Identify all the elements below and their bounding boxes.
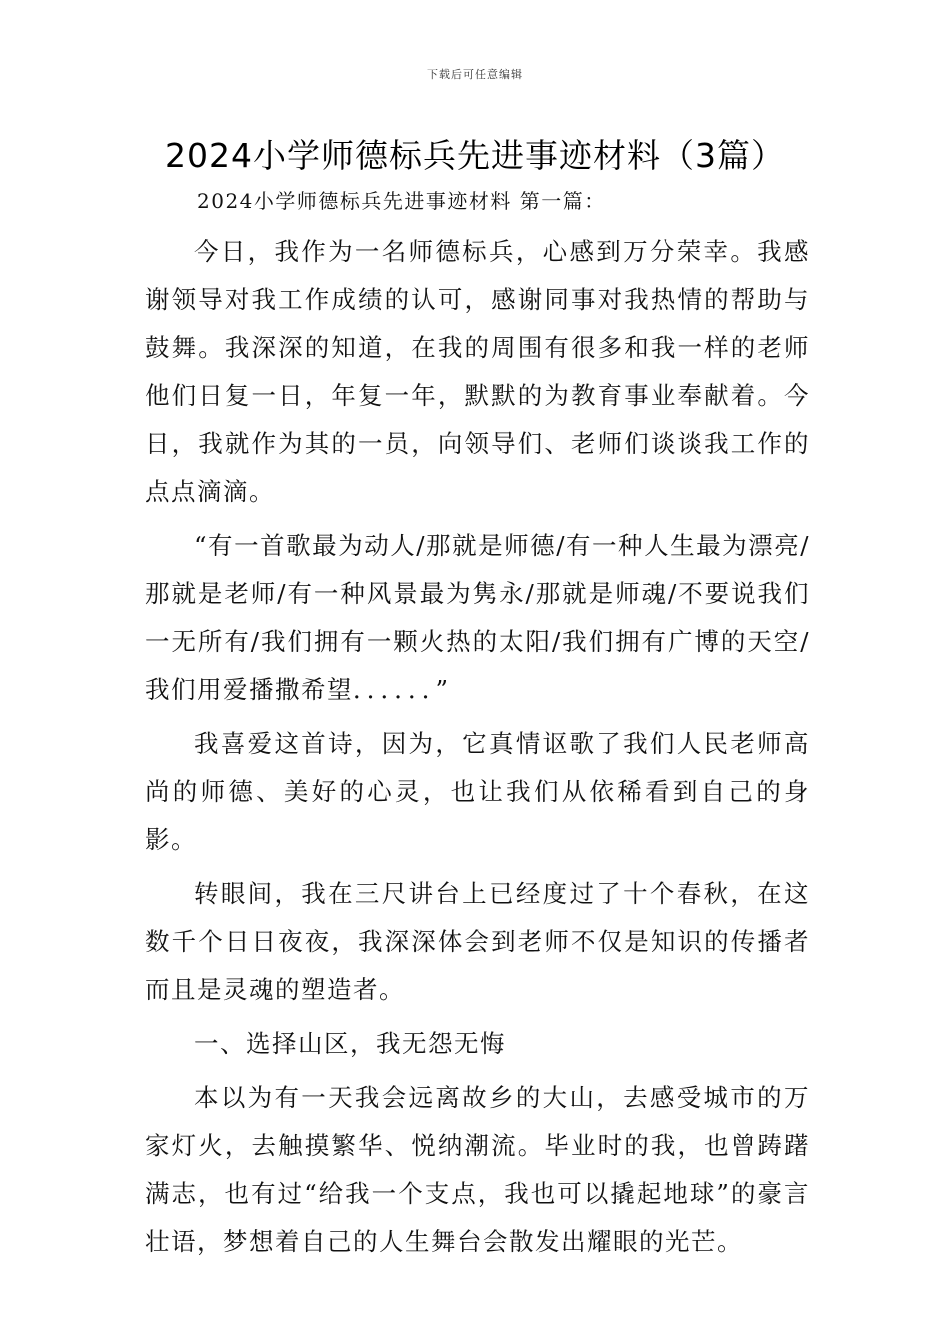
header-note: 下载后可任意编辑 — [427, 68, 523, 81]
section-heading: 一、选择山区，我无怨无悔 — [194, 1029, 506, 1058]
paragraph: “有一首歌最为动人/那就是师德/有一种人生最为漂亮/那就是老师/有一种风景最为隽永/那就是师魂/不要说我们一无所有/我们拥有一颗火热的太阳/我们拥有广博的天空/我们用爱播撒希望．．．．．．” — [145, 531, 810, 704]
paragraph: 我喜爱这首诗，因为，它真情讴歌了我们人民老师高尚的师德、美好的心灵，也让我们从依稀看到自己的身影。 — [145, 729, 810, 854]
section-subtitle: 2024小学师德标兵先进事迹材料 第一篇： — [197, 189, 606, 213]
paragraph: 转眼间，我在三尺讲台上已经度过了十个春秋，在这数千个日日夜夜，我深深体会到老师不仅是知识的传播者而且是灵魂的塑造者。 — [145, 879, 810, 1004]
paragraph: 今日，我作为一名师德标兵，心感到万分荣幸。我感谢领导对我工作成绩的认可，感谢同事对我热情的帮助与鼓舞。我深深的知道，在我的周围有很多和我一样的老师他们日复一日，年复一年，默默的为教育事业奉献着。今日，我就作为其的一员，向领导们、老师们谈谈我工作的点点滴滴。 — [145, 237, 810, 506]
paragraph: 本以为有一天我会远离故乡的大山，去感受城市的万家灯火，去触摸繁华、悦纳潮流。毕业时的我，也曾踌躇满志，也有过“给我一个支点，我也可以撬起地球”的豪言壮语，梦想着自己的人生舞台会散发出耀眼的光芒。 — [145, 1083, 810, 1256]
document-title: 2024小学师德标兵先进事迹材料（3篇） — [165, 136, 785, 175]
document-body — [145, 180, 810, 1266]
